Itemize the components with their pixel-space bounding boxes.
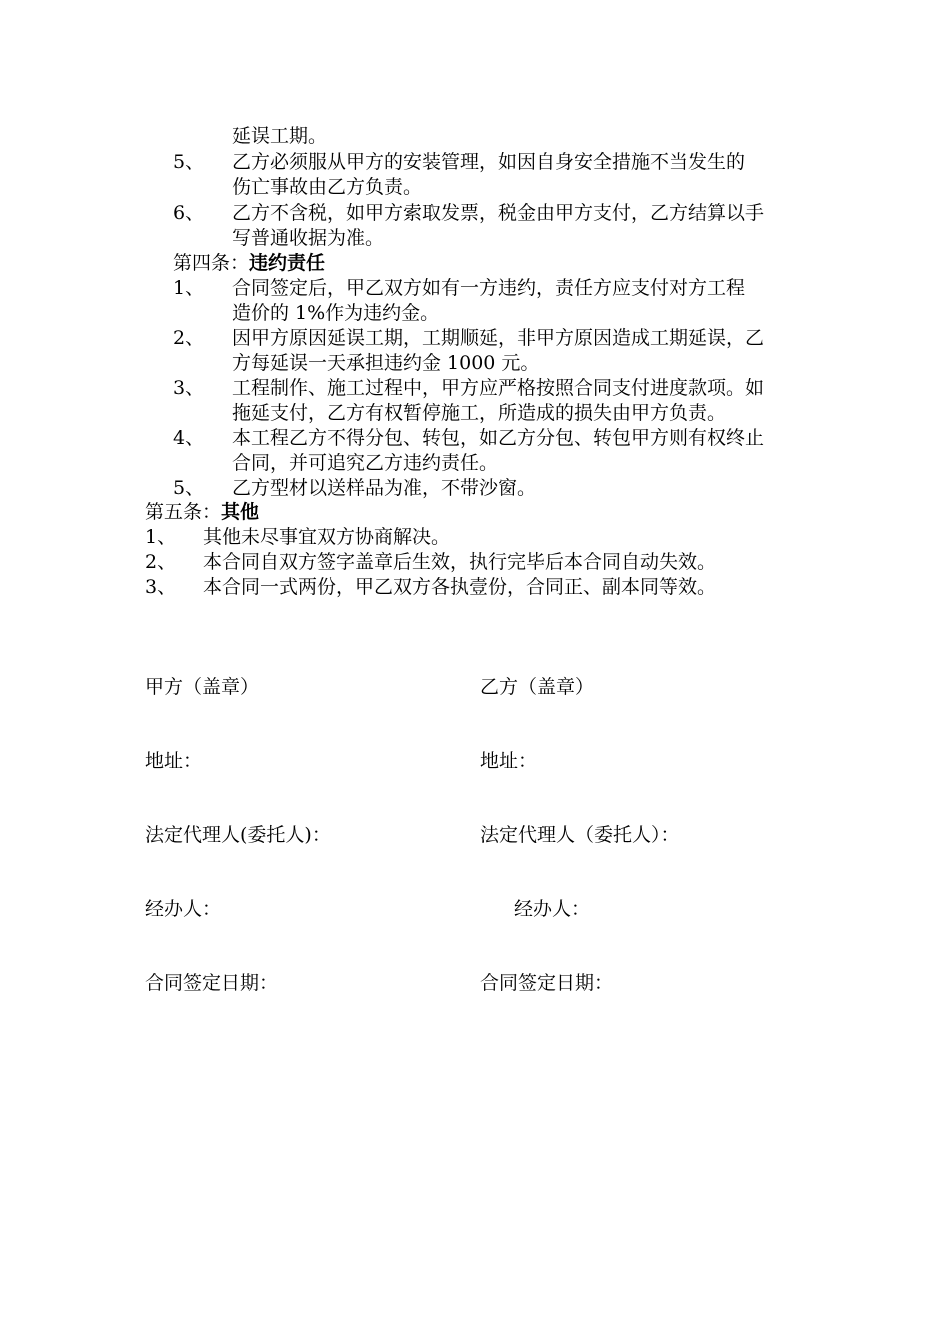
section-prefix: 第五条： xyxy=(145,501,222,523)
item-text: 其他未尽事宜双方协商解决。 xyxy=(203,526,451,548)
item-text: 本合同自双方签字盖章后生效，执行完毕后本合同自动失效。 xyxy=(203,551,717,573)
item-number: 3、 xyxy=(173,377,205,399)
item-number: 2、 xyxy=(173,327,205,349)
item-number: 1、 xyxy=(173,277,205,299)
item-number: 6、 xyxy=(173,202,205,224)
item-text-line2: 伤亡事故由乙方负责。 xyxy=(232,176,423,198)
item-text-line1: 因甲方原因延误工期，工期顺延，非甲方原因造成工期延误，乙 xyxy=(232,327,765,349)
party-b-seal: 乙方（盖章） xyxy=(480,676,595,698)
party-a-date: 合同签定日期： xyxy=(145,972,279,994)
item-number: 1、 xyxy=(145,526,177,548)
continuation-text: 延误工期。 xyxy=(232,125,328,147)
item-text-line1: 乙方不含税，如甲方索取发票，税金由甲方支付，乙方结算以手 xyxy=(232,202,765,224)
item-text-line2: 造价的 1%作为违约金。 xyxy=(232,302,440,324)
party-b-date: 合同签定日期： xyxy=(480,972,614,994)
item-number: 4、 xyxy=(173,427,205,449)
item-text-line2: 合同，并可追究乙方违约责任。 xyxy=(232,452,499,474)
item-text-line1: 乙方型材以送样品为准，不带沙窗。 xyxy=(232,477,537,499)
item-text-line2: 拖延支付，乙方有权暂停施工，所造成的损失由甲方负责。 xyxy=(232,402,727,424)
party-b-address: 地址： xyxy=(480,750,538,772)
item-number: 5、 xyxy=(173,477,205,499)
party-b-representative: 法定代理人（委托人）： xyxy=(480,824,680,846)
item-text-line2: 写普通收据为准。 xyxy=(232,227,385,249)
party-a-handler: 经办人： xyxy=(145,898,222,920)
item-text-line1: 合同签定后，甲乙双方如有一方违约，责任方应支付对方工程 xyxy=(232,277,746,299)
section-title: 其他 xyxy=(221,501,260,523)
party-b-handler: 经办人： xyxy=(514,898,591,920)
item-text: 本合同一式两份，甲乙双方各执壹份，合同正、副本同等效。 xyxy=(203,576,717,598)
section-heading xyxy=(145,501,259,524)
item-number: 5、 xyxy=(173,151,205,173)
party-a-seal: 甲方（盖章） xyxy=(145,676,260,698)
item-text-line1: 乙方必须服从甲方的安装管理，如因自身安全措施不当发生的 xyxy=(232,151,746,173)
item-text-line1: 本工程乙方不得分包、转包，如乙方分包、转包甲方则有权终止 xyxy=(232,427,765,449)
party-a-representative: 法定代理人(委托人)： xyxy=(145,824,331,846)
section-heading xyxy=(173,252,325,275)
item-number: 3、 xyxy=(145,576,177,598)
section-prefix: 第四条： xyxy=(173,252,250,274)
item-text-line2: 方每延误一天承担违约金 1000 元。 xyxy=(232,352,540,374)
section-title: 违约责任 xyxy=(249,252,326,274)
item-number: 2、 xyxy=(145,551,177,573)
item-text-line1: 工程制作、施工过程中，甲方应严格按照合同支付进度款项。如 xyxy=(232,377,765,399)
party-a-address: 地址： xyxy=(145,750,203,772)
